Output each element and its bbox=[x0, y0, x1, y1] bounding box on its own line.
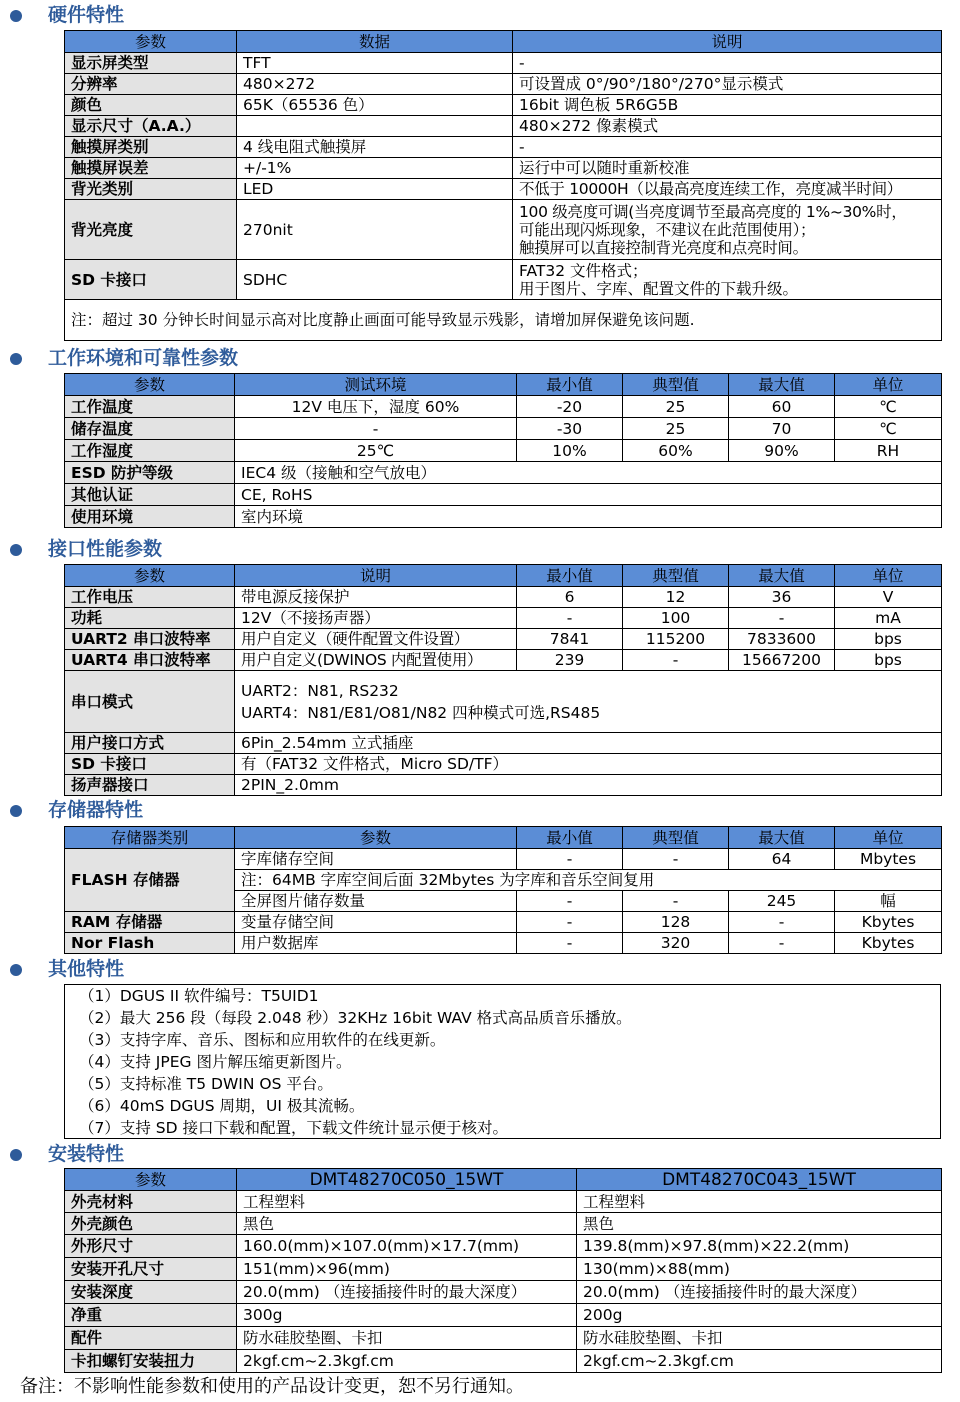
unit-cell: Kbytes bbox=[835, 933, 942, 954]
section-title-text: 其他特性 bbox=[48, 958, 125, 980]
param-cell: 安装深度 bbox=[65, 1281, 237, 1304]
param-cell: UART4 串口波特率 bbox=[65, 650, 235, 671]
section-title-text: 硬件特性 bbox=[48, 4, 125, 26]
desc-line: 触摸屏可以直接控制背光亮度和点亮时间。 bbox=[519, 238, 808, 257]
header-cell: 最大值 bbox=[729, 565, 835, 587]
table-row bbox=[65, 1350, 942, 1373]
table-row bbox=[65, 1213, 942, 1235]
table-row bbox=[65, 587, 942, 608]
data-cell: 270nit bbox=[237, 200, 513, 260]
value-cell: 300g bbox=[237, 1304, 577, 1327]
typ-cell: - bbox=[623, 650, 729, 671]
typ-cell: 128 bbox=[623, 912, 729, 933]
table-row bbox=[65, 754, 942, 775]
data-cell: 65K（65536 色） bbox=[237, 95, 513, 116]
condition-cell: 12V 电压下，湿度 60% bbox=[235, 396, 517, 418]
typ-cell: 60% bbox=[623, 440, 729, 462]
header-cell: 典型值 bbox=[623, 374, 729, 396]
header-cell: 参数 bbox=[65, 1169, 237, 1191]
table-row bbox=[65, 260, 942, 300]
value-cell: 151(mm)×96(mm) bbox=[237, 1258, 577, 1281]
desc-cell: - bbox=[513, 53, 942, 74]
feature-item: （2）最大 256 段（每段 2.048 秒）32KHz 16bit WAV 格式高品质音乐播放。 bbox=[79, 1009, 632, 1027]
desc-cell: 字库储存空间 bbox=[235, 849, 517, 870]
desc-cell: 用户数据库 bbox=[235, 933, 517, 954]
unit-cell: bps bbox=[835, 650, 942, 671]
param-cell: 显示尺寸（A.A.） bbox=[65, 116, 237, 137]
section-title-text: 安装特性 bbox=[48, 1143, 125, 1165]
max-cell: 60 bbox=[729, 396, 835, 418]
table-row bbox=[65, 1191, 942, 1213]
header-cell: DMT48270C043_15WT bbox=[577, 1169, 942, 1191]
desc-line: FAT32 文件格式； bbox=[519, 261, 648, 280]
param-cell: 其他认证 bbox=[65, 484, 235, 506]
value-cell: 2kgf.cm~2.3kgf.cm bbox=[237, 1350, 577, 1373]
feature-item: （4）支持 JPEG 图片解压缩更新图片。 bbox=[79, 1053, 352, 1071]
desc-line: 可能出现闪烁现象，不建议在此范围使用）； bbox=[519, 220, 816, 239]
table-row bbox=[65, 933, 942, 954]
table-row bbox=[65, 608, 942, 629]
value-cell: IEC4 级（接触和空气放电） bbox=[235, 462, 942, 484]
max-cell: - bbox=[729, 912, 835, 933]
table-row bbox=[65, 1235, 942, 1258]
typ-cell: 320 bbox=[623, 933, 729, 954]
note-row bbox=[65, 300, 942, 341]
memory-table bbox=[64, 826, 942, 954]
table-row bbox=[65, 1327, 942, 1350]
note-cell: 注：64MB 字库空间后面 32Mbytes 为字库和音乐空间复用 bbox=[235, 870, 942, 891]
table-row bbox=[65, 462, 942, 484]
header-cell: 存储器类别 bbox=[65, 827, 235, 849]
value-cell: 黑色 bbox=[577, 1213, 942, 1235]
feature-item: （6）40mS DGUS 周期，UI 极其流畅。 bbox=[79, 1097, 365, 1115]
value-cell: 工程塑料 bbox=[237, 1191, 577, 1213]
desc-cell bbox=[513, 260, 942, 300]
value-cell: 防水硅胶垫圈、卡扣 bbox=[577, 1327, 942, 1350]
table-row bbox=[65, 1304, 942, 1327]
table-row bbox=[65, 179, 942, 200]
table-row bbox=[65, 53, 942, 74]
typ-cell: 25 bbox=[623, 418, 729, 440]
max-cell: 36 bbox=[729, 587, 835, 608]
typ-cell: 115200 bbox=[623, 629, 729, 650]
unit-cell: RH bbox=[835, 440, 942, 462]
min-cell: - bbox=[517, 849, 623, 870]
footer-note: 备注：不影响性能参数和使用的产品设计变更，恕不另行通知。 bbox=[20, 1376, 524, 1397]
note-cell: 注：超过 30 分钟长时间显示高对比度静止画面可能导致显示残影，请增加屏保避免该问题. bbox=[65, 300, 942, 341]
min-cell: 10% bbox=[517, 440, 623, 462]
max-cell: 7833600 bbox=[729, 629, 835, 650]
data-cell: TFT bbox=[237, 53, 513, 74]
section-title-text: 存储器特性 bbox=[48, 799, 144, 821]
min-cell: - bbox=[517, 933, 623, 954]
desc-cell bbox=[513, 200, 942, 260]
table-row bbox=[65, 506, 942, 528]
value-cell: 200g bbox=[577, 1304, 942, 1327]
param-cell: SD 卡接口 bbox=[65, 754, 235, 775]
typ-cell: 12 bbox=[623, 587, 729, 608]
header-cell: 说明 bbox=[235, 565, 517, 587]
param-cell: 触摸屏误差 bbox=[65, 158, 237, 179]
condition-cell: 25℃ bbox=[235, 440, 517, 462]
bullet-icon bbox=[10, 1149, 22, 1161]
max-cell: - bbox=[729, 608, 835, 629]
typ-cell: - bbox=[623, 849, 729, 870]
desc-cell: 16bit 调色板 5R6G5B bbox=[513, 95, 942, 116]
max-cell: 90% bbox=[729, 440, 835, 462]
desc-cell: 运行中可以随时重新校准 bbox=[513, 158, 942, 179]
header-cell: 单位 bbox=[835, 565, 942, 587]
header-cell: 参数 bbox=[65, 31, 237, 53]
value-line: UART2：N81, RS232 bbox=[241, 681, 399, 700]
param-cell: 显示屏类型 bbox=[65, 53, 237, 74]
min-cell: -20 bbox=[517, 396, 623, 418]
hardware-table bbox=[64, 30, 942, 341]
table-row bbox=[65, 775, 942, 796]
param-cell: 净重 bbox=[65, 1304, 237, 1327]
table-row bbox=[65, 629, 942, 650]
table-row bbox=[65, 137, 942, 158]
desc-line: 用于图片、字库、配置文件的下载升级。 bbox=[519, 279, 799, 298]
value-cell bbox=[235, 671, 942, 733]
value-cell: 黑色 bbox=[237, 1213, 577, 1235]
param-cell: SD 卡接口 bbox=[65, 260, 237, 300]
param-cell: 用户接口方式 bbox=[65, 733, 235, 754]
header-cell: 参数 bbox=[65, 565, 235, 587]
table-row bbox=[65, 440, 942, 462]
min-cell: 7841 bbox=[517, 629, 623, 650]
header-cell: 参数 bbox=[235, 827, 517, 849]
max-cell: 15667200 bbox=[729, 650, 835, 671]
desc-cell: 变量存储空间 bbox=[235, 912, 517, 933]
param-cell: 扬声器接口 bbox=[65, 775, 235, 796]
desc-cell: 480×272 像素模式 bbox=[513, 116, 942, 137]
max-cell: 70 bbox=[729, 418, 835, 440]
header-cell: 最小值 bbox=[517, 827, 623, 849]
header-cell: 参数 bbox=[65, 374, 235, 396]
typ-cell: 25 bbox=[623, 396, 729, 418]
header-cell: 最小值 bbox=[517, 374, 623, 396]
desc-cell: 全屏图片储存数量 bbox=[235, 891, 517, 912]
param-cell: 卡扣螺钉安装扭力 bbox=[65, 1350, 237, 1373]
value-cell: 工程塑料 bbox=[577, 1191, 942, 1213]
table-row bbox=[65, 650, 942, 671]
value-cell: 6Pin_2.54mm 立式插座 bbox=[235, 733, 942, 754]
param-cell: 背光类别 bbox=[65, 179, 237, 200]
max-cell: 245 bbox=[729, 891, 835, 912]
desc-line: 100 级亮度可调(当亮度调节至最高亮度的 1%~30%时， bbox=[519, 202, 907, 221]
param-cell: FLASH 存储器 bbox=[65, 849, 235, 912]
table-row bbox=[65, 116, 942, 137]
value-line: UART4：N81/E81/O81/N82 四种模式可选,RS485 bbox=[241, 703, 601, 722]
value-cell: 130(mm)×88(mm) bbox=[577, 1258, 942, 1281]
value-cell: 20.0(mm) （连接插接件时的最大深度） bbox=[237, 1281, 577, 1304]
value-cell: 20.0(mm) （连接插接件时的最大深度） bbox=[577, 1281, 942, 1304]
unit-cell: mA bbox=[835, 608, 942, 629]
value-cell: 2PIN_2.0mm bbox=[235, 775, 942, 796]
header-cell: 典型值 bbox=[623, 827, 729, 849]
param-cell: RAM 存储器 bbox=[65, 912, 235, 933]
unit-cell: bps bbox=[835, 629, 942, 650]
max-cell: - bbox=[729, 933, 835, 954]
bullet-icon bbox=[10, 805, 22, 817]
feature-item: （5）支持标准 T5 DWIN OS 平台。 bbox=[79, 1075, 333, 1093]
unit-cell: ℃ bbox=[835, 396, 942, 418]
data-cell: SDHC bbox=[237, 260, 513, 300]
data-cell bbox=[237, 116, 513, 137]
header-cell: 最小值 bbox=[517, 565, 623, 587]
min-cell: - bbox=[517, 608, 623, 629]
param-cell: 背光亮度 bbox=[65, 200, 237, 260]
unit-cell: ℃ bbox=[835, 418, 942, 440]
header-cell: 典型值 bbox=[623, 565, 729, 587]
value-cell: CE, RoHS bbox=[235, 484, 942, 506]
table-row bbox=[65, 95, 942, 116]
bullet-icon bbox=[10, 10, 22, 22]
param-cell: 工作电压 bbox=[65, 587, 235, 608]
unit-cell: Mbytes bbox=[835, 849, 942, 870]
desc-cell: 可设置成 0°/90°/180°/270°显示模式 bbox=[513, 74, 942, 95]
param-cell: 外形尺寸 bbox=[65, 1235, 237, 1258]
param-cell: 使用环境 bbox=[65, 506, 235, 528]
param-cell: 触摸屏类别 bbox=[65, 137, 237, 158]
desc-cell: 用户自定义（硬件配置文件设置） bbox=[235, 629, 517, 650]
feature-item: （3）支持字库、音乐、图标和应用软件的在线更新。 bbox=[79, 1031, 446, 1049]
typ-cell: 100 bbox=[623, 608, 729, 629]
param-cell: 安装开孔尺寸 bbox=[65, 1258, 237, 1281]
param-cell: UART2 串口波特率 bbox=[65, 629, 235, 650]
table-row bbox=[65, 671, 942, 733]
table-row bbox=[65, 1281, 942, 1304]
max-cell: 64 bbox=[729, 849, 835, 870]
min-cell: 6 bbox=[517, 587, 623, 608]
unit-cell: 幅 bbox=[835, 891, 942, 912]
unit-cell: V bbox=[835, 587, 942, 608]
value-cell: 2kgf.cm~2.3kgf.cm bbox=[577, 1350, 942, 1373]
header-cell: 最大值 bbox=[729, 374, 835, 396]
param-cell: 外壳材料 bbox=[65, 1191, 237, 1213]
header-cell: 单位 bbox=[835, 374, 942, 396]
desc-cell: - bbox=[513, 137, 942, 158]
min-cell: - bbox=[517, 912, 623, 933]
value-cell: 室内环境 bbox=[235, 506, 942, 528]
value-cell: 防水硅胶垫圈、卡扣 bbox=[237, 1327, 577, 1350]
param-cell: 外壳颜色 bbox=[65, 1213, 237, 1235]
desc-cell: 12V（不接扬声器） bbox=[235, 608, 517, 629]
param-cell: 工作湿度 bbox=[65, 440, 235, 462]
param-cell: 储存温度 bbox=[65, 418, 235, 440]
header-cell: 单位 bbox=[835, 827, 942, 849]
table-row bbox=[65, 849, 942, 870]
desc-cell: 不低于 10000H（以最高亮度连续工作，亮度减半时间） bbox=[513, 179, 942, 200]
table-row bbox=[65, 158, 942, 179]
table-row bbox=[65, 74, 942, 95]
param-cell: ESD 防护等级 bbox=[65, 462, 235, 484]
table-row bbox=[65, 396, 942, 418]
table-row bbox=[65, 1258, 942, 1281]
param-cell: 功耗 bbox=[65, 608, 235, 629]
data-cell: 4 线电阻式触摸屏 bbox=[237, 137, 513, 158]
header-cell: 说明 bbox=[513, 31, 942, 53]
section-title-text: 接口性能参数 bbox=[48, 538, 163, 560]
desc-cell: 用户自定义(DWINOS 内配置使用） bbox=[235, 650, 517, 671]
feature-item: （7）支持 SD 接口下载和配置，下载文件统计显示便于核对。 bbox=[79, 1119, 508, 1137]
value-cell: 139.8(mm)×97.8(mm)×22.2(mm) bbox=[577, 1235, 942, 1258]
data-cell: 480×272 bbox=[237, 74, 513, 95]
typ-cell: - bbox=[623, 891, 729, 912]
environment-table bbox=[64, 373, 942, 528]
bullet-icon bbox=[10, 353, 22, 365]
install-table bbox=[64, 1168, 942, 1373]
bullet-icon bbox=[10, 964, 22, 976]
header-cell: 测试环境 bbox=[235, 374, 517, 396]
condition-cell: - bbox=[235, 418, 517, 440]
table-row bbox=[65, 418, 942, 440]
data-cell: LED bbox=[237, 179, 513, 200]
header-cell: DMT48270C050_15WT bbox=[237, 1169, 577, 1191]
other-features-box bbox=[64, 984, 941, 1139]
header-cell: 数据 bbox=[237, 31, 513, 53]
param-cell: 分辨率 bbox=[65, 74, 237, 95]
table-row bbox=[65, 484, 942, 506]
bullet-icon bbox=[10, 544, 22, 556]
feature-item: （1）DGUS II 软件编号：T5UID1 bbox=[79, 987, 319, 1005]
table-row bbox=[65, 912, 942, 933]
min-cell: - bbox=[517, 891, 623, 912]
interface-table bbox=[64, 564, 942, 796]
header-cell: 最大值 bbox=[729, 827, 835, 849]
param-cell: 配件 bbox=[65, 1327, 237, 1350]
min-cell: 239 bbox=[517, 650, 623, 671]
value-cell: 160.0(mm)×107.0(mm)×17.7(mm) bbox=[237, 1235, 577, 1258]
desc-cell: 带电源反接保护 bbox=[235, 587, 517, 608]
table-row bbox=[65, 200, 942, 260]
param-cell: 串口模式 bbox=[65, 671, 235, 733]
unit-cell: Kbytes bbox=[835, 912, 942, 933]
param-cell: 工作温度 bbox=[65, 396, 235, 418]
param-cell: Nor Flash bbox=[65, 933, 235, 954]
value-cell: 有（FAT32 文件格式，Micro SD/TF） bbox=[235, 754, 942, 775]
param-cell: 颜色 bbox=[65, 95, 237, 116]
data-cell: +/-1% bbox=[237, 158, 513, 179]
min-cell: -30 bbox=[517, 418, 623, 440]
table-row bbox=[65, 733, 942, 754]
section-title-text: 工作环境和可靠性参数 bbox=[48, 347, 239, 369]
